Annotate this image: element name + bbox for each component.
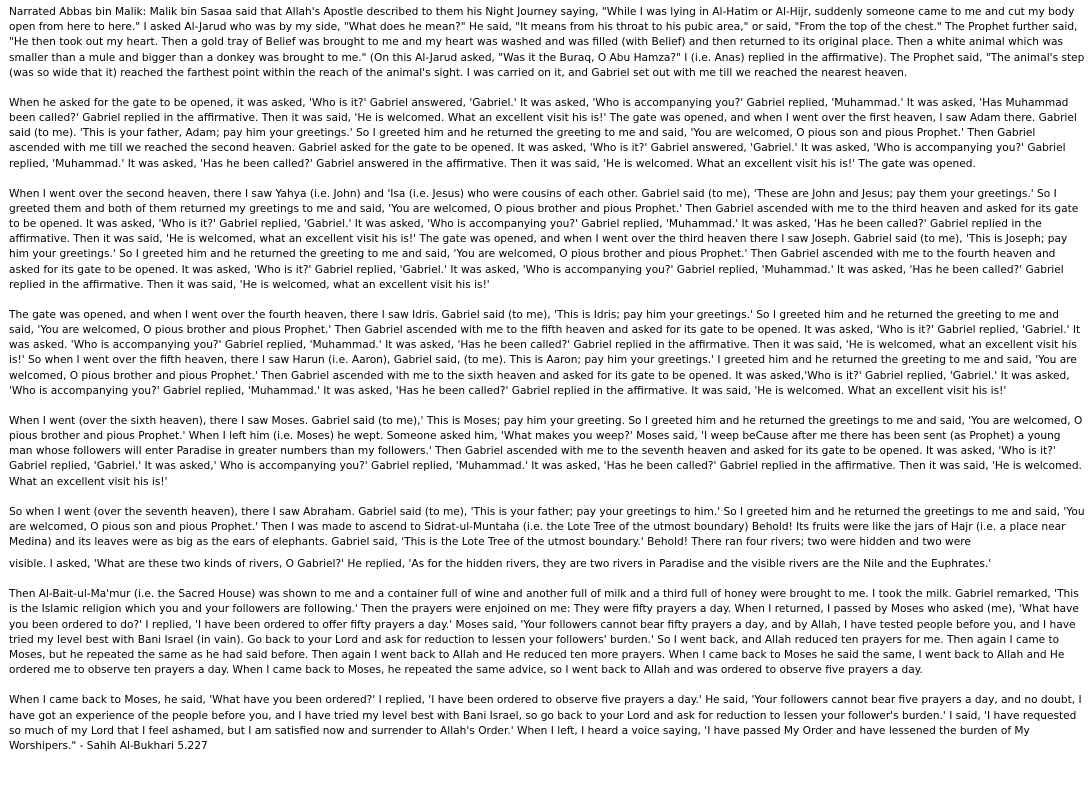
paragraph-seventh-heaven: So when I went (over the seventh heaven), there I saw Abraham. Gabriel said (to me), 'This is your father; pay your greetings to him.' So I greeted him and he returned the greetings to me and said, 'You are welcomed, O pious son and pious Prophet.' Then I was made to ascend to Sidrat-ul-Muntaha (i.e. the Lote Tree of the utmost boundary) Behold! Its fruits were like the jars of Hajr (i.e. a place near Medina) and its leaves were as big as the ears of elephants. Gabriel said, 'This is the Lote Tree of the utmost boundary.' Behold! There ran four rivers; two were hidden and two were xyxy=(9,505,1085,549)
paragraph-rivers: visible. I asked, 'What are these two kinds of rivers, O Gabriel?' He replied, 'As for the hidden rivers, they are two rivers in Paradise and the visible rivers are the Nile and the Euphrates.' xyxy=(9,558,992,571)
paragraph-first-heaven: When he asked for the gate to be opened, it was asked, 'Who is it?' Gabriel answered, 'Gabriel.' It was asked, 'Who is accompanying you?' Gabriel replied, 'Muhammad.' It was asked, 'Has Muhammad been called?' Gabriel replied in the affirmative. Then it was said, 'He is welcomed. What an excellent visit his is!' The gate was opened, and when I went over the first heaven, I saw Adam there. Gabriel said (to me). 'This is your father, Adam; pay him your greetings.' So I greeted him and he returned the greeting to me and said, 'You are welcomed, O pious son and pious Prophet.' Then Gabriel ascended with me till we reached the second heaven. Gabriel asked for the gate to be opened. It was asked, 'Who is it?' Gabriel answered, 'Gabriel.' It was asked, 'Who is accompanying you?' Gabriel replied, 'Muhammad.' It was asked, 'Has he been called?' Gabriel answered in the affirmative. Then it was said, 'He is welcomed. What an excellent visit his is!' The gate was opened. xyxy=(9,96,1077,170)
paragraph-fourth-fifth-heaven: The gate was opened, and when I went over the fourth heaven, there I saw Idris. Gabriel said (to me), 'This is Idris; pay him your greetings.' So I greeted him and he returned the greeting to me and said, 'You are welcomed, O pious brother and pious Prophet.' Then Gabriel ascended with me to the fifth heaven and asked for its gate to be opened. It was asked, 'Who is it?' Gabriel replied, 'Gabriel.' It was asked. 'Who is accompanying you?' Gabriel replied, 'Muhammad.' It was asked, 'Has he been called?' Gabriel replied in the affirmative. Then it was said, 'He is welcomed, what an excellent visit his is!' So when I went over the fifth heaven, there I saw Harun (i.e. Aaron), Gabriel said, (to me). This is Aaron; pay him your greetings.' I greeted him and he returned the greeting to me and said, 'You are welcomed, O pious brother and pious Prophet.' Then Gabriel ascended with me to the sixth heaven and asked for its gate to be opened. It was asked,'Who is it?' Gabriel replied, 'Gabriel.' It was asked, 'Who is accompanying you?' Gabriel replied, 'Muhammad.' It was asked, 'Has he been called?' Gabriel replied in the affirmative. It was said, 'He is welcomed. What an excellent visit his is!' xyxy=(9,308,1081,397)
paragraph-narration-intro: Narrated Abbas bin Malik: Malik bin Sasaa said that Allah's Apostle described to them his Night Journey saying, "While I was lying in Al-Hatim or Al-Hijr, suddenly someone came to me and cut my body open from here to here." I asked Al-Jarud who was by my side, "What does he mean?" He said, "It means from his throat to his pubic area," or said, "From the top of the chest." The Prophet further said, "He then took out my heart. Then a gold tray of Belief was brought to me and my heart was washed and was filled (with Belief) and then returned to its original place. Then a white animal which was smaller than a mule and bigger than a donkey was brought to me." (On this Al-Jarud asked, "Was it the Buraq, O Abu Hamza?" I (i.e. Anas) replied in the affirmative). The Prophet said, "The animal's step (was so wide that it) reached the farthest point within the reach of the animal's sight. I was carried on it, and Gabriel set out with me till we reached the nearest heaven. xyxy=(9,6,1085,79)
paragraph-second-third-heaven: When I went over the second heaven, there I saw Yahya (i.e. John) and 'Isa (i.e. Jesus) who were cousins of each other. Gabriel said (to me), 'These are John and Jesus; pay them your greetings.' So I greeted them and both of them returned my greetings to me and said, 'You are welcomed, O pious brother and pious Prophet.' Then Gabriel ascended with me to the third heaven and asked for its gate to be opened. It was asked, 'Who is it?' Gabriel replied, 'Gabriel.' It was asked, 'Who is accompanying you?' Gabriel replied, 'Muhammad.' It was asked, 'Has he been called?' Gabriel replied in the affirmative. Then it was said, 'He is welcomed, what an excellent visit his is!' The gate was opened, and when I went over the third heaven there I saw Joseph. Gabriel said (to me), 'This is Joseph; pay him your greetings.' So I greeted him and he returned the greeting to me and said, 'You are welcomed, O pious brother and pious Prophet.' Then Gabriel ascended with me to the fourth heaven and asked for its gate to be opened. It was asked, 'Who is it?' Gabriel replied, 'Gabriel.' It was asked, 'Who is accompanying you?' Gabriel replied, 'Muhammad.' It was asked, 'Has he been called?' Gabriel replied in the affirmative. Then it was said, 'He is welcomed, what an excellent visit his is!' xyxy=(9,187,1079,291)
paragraph-sixth-heaven: When I went (over the sixth heaven), there I saw Moses. Gabriel said (to me),' This is Moses; pay him your greeting. So I greeted him and he returned the greetings to me and said, 'You are welcomed, O pious brother and pious Prophet.' When I left him (i.e. Moses) he wept. Someone asked him, 'What makes you weep?' Moses said, 'I weep beCause after me there has been sent (as Prophet) a young man whose followers will enter Paradise in greater numbers than my followers.' Then Gabriel ascended with me to the seventh heaven and asked for its gate to be opened. It was asked, 'Who is it?' Gabriel replied, 'Gabriel.' It was asked,' Who is accompanying you?' Gabriel replied, 'Muhammad.' It was asked, 'Has he been called?' Gabriel replied in the affirmative. Then it was said, 'He is welcomed. What an excellent visit his is!' xyxy=(9,414,1083,488)
paragraph-five-prayers: When I came back to Moses, he said, 'What have you been ordered?' I replied, 'I have been ordered to observe five prayers a day.' He said, 'Your followers cannot bear five prayers a day, and no doubt, I have got an experience of the people before you, and I have tried my level best with Bani Israel, so go back to your Lord and ask for reduction to lessen your follower's burden.' I said, 'I have requested so much of my Lord that I feel ashamed, but I am satisfied now and surrender to Allah's Order.' When I left, I heard a voice saying, 'I have passed My Order and have lessened the burden of My Worshipers." - Sahih Al-Bukhari 5.227 xyxy=(9,694,1082,752)
paragraph-prayers: Then Al-Bait-ul-Ma'mur (i.e. the Sacred House) was shown to me and a container full of wine and another full of milk and a third full of honey were brought to me. I took the milk. Gabriel remarked, 'This is the Islamic religion which you and your followers are following.' Then the prayers were enjoined on me: They were fifty prayers a day. When I returned, I passed by Moses who asked (me), 'What have you been ordered to do?' I replied, 'I have been ordered to offer fifty prayers a day.' Moses said, 'Your followers cannot bear fifty prayers a day, and by Allah, I have tested people before you, and I have tried my level best with Bani Israel (in vain). Go back to your Lord and ask for reduction to lessen your followers' burden.' So I went back, and Allah reduced ten prayers for me. Then again I came to Moses, but he repeated the same as he had said before. Then again I went back to Allah and He reduced ten more prayers. When I came back to Moses he said the same, I went back to Allah and He ordered me to observe ten prayers a day. When I came back to Moses, he repeated the same advice, so I went back to Allah and was ordered to observe five prayers a day. xyxy=(9,588,1079,677)
hadith-document xyxy=(9,5,1085,769)
